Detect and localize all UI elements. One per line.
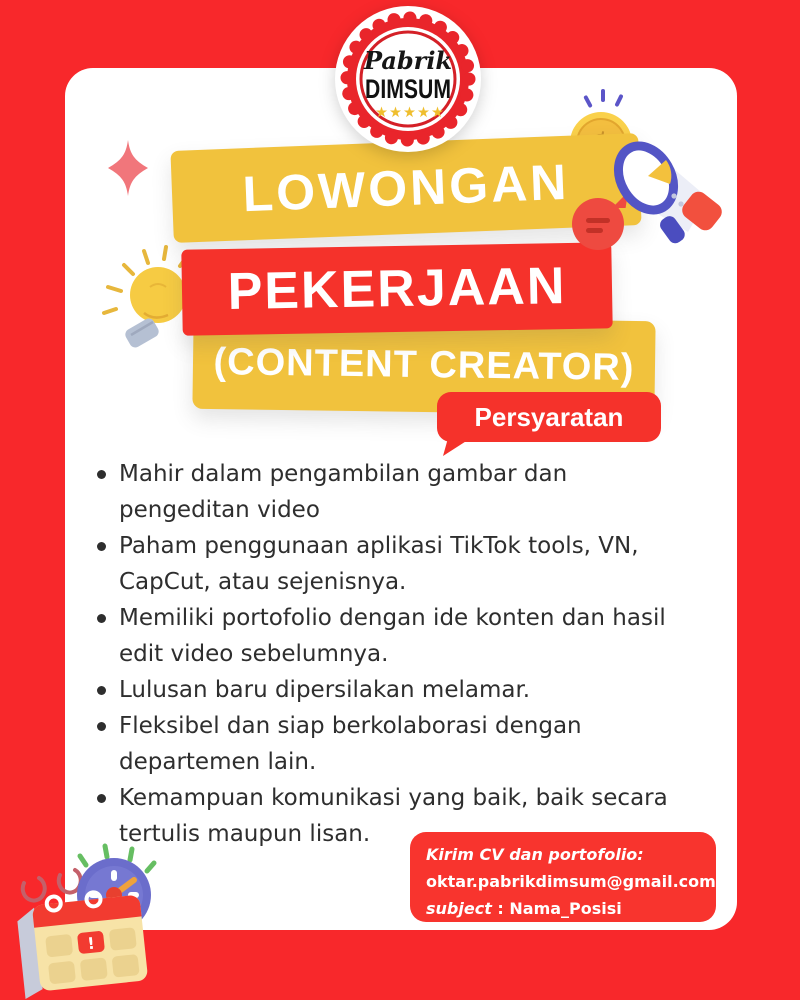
- title-line2: PEKERJAAN: [227, 257, 567, 321]
- title-line3: (CONTENT CREATOR): [213, 340, 635, 389]
- swoosh-icon: [23, 878, 45, 901]
- brand-badge: [334, 5, 482, 153]
- badge-stars-icon: ★★★★★: [375, 105, 445, 121]
- title-line1: LOWONGAN: [241, 153, 571, 223]
- requirement-item: Paham penggunaan aplikasi TikTok tools, VN, CapCut, atau sejenisnya.: [95, 528, 735, 600]
- contact-email: oktar.pabrikdimsum@gmail.com: [426, 872, 716, 891]
- requirement-item: Memiliki portofolio dengan ide konten dan hasil edit video sebelumnya.: [95, 600, 735, 672]
- calendar-alert-icon: !: [86, 933, 96, 954]
- title-banner-pekerjaan: [181, 242, 612, 335]
- requirement-item: Kemampuan komunikasi yang baik, baik secara tertulis maupun lisan.: [95, 780, 735, 852]
- contact-subject-prefix: subject: [426, 899, 492, 918]
- calendar-icon: [15, 888, 149, 999]
- calendar-deadline-icon: [2, 843, 174, 1000]
- sparkle-icon: [108, 140, 148, 196]
- requirement-item: Lulusan baru dipersilakan melamar.: [95, 672, 735, 708]
- contact-subject: [426, 895, 700, 922]
- spark-tick-icon: [601, 89, 605, 102]
- swoosh-icon: [59, 870, 81, 893]
- badge-brand-script: Pabrik: [363, 46, 453, 75]
- requirements-list: [95, 456, 735, 852]
- requirement-item: Fleksibel dan siap berkolaborasi dengan departemen lain.: [95, 708, 735, 780]
- contact-intro: Kirim CV dan portofolio:: [426, 845, 644, 864]
- requirement-item: Mahir dalam pengambilan gambar dan pengeditan video: [95, 456, 735, 528]
- contact-subject-value: : Nama_Posisi: [491, 899, 622, 918]
- section-label: Persyaratan: [474, 401, 624, 432]
- section-label-bubble: [437, 392, 661, 442]
- megaphone-icon: [612, 130, 728, 250]
- contact-box: [410, 832, 716, 922]
- badge-brand-name: DIMSUM: [365, 74, 451, 104]
